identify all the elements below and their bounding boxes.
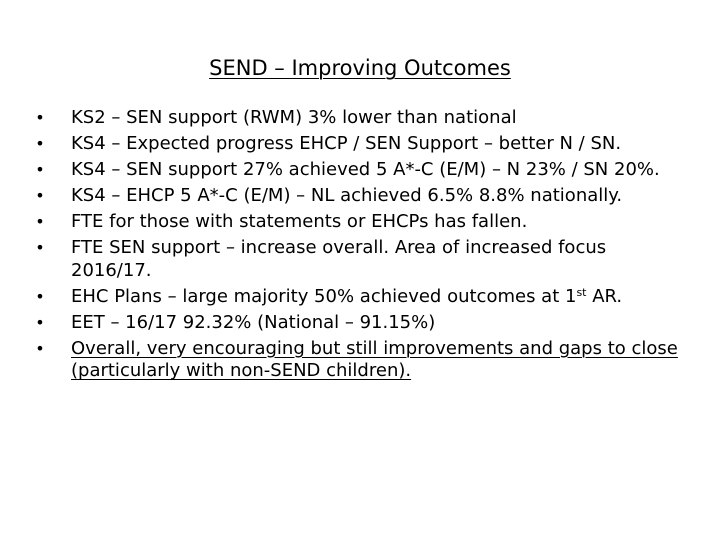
bullet-icon: • (35, 134, 45, 153)
bullet-text: KS2 – SEN support (RWM) 3% lower than national (71, 107, 517, 128)
bullet-list (30, 107, 680, 386)
bullet-icon: • (35, 338, 45, 358)
list-item (30, 211, 680, 234)
slide-title: SEND – Improving Outcomes (209, 56, 511, 80)
bullet-text: FTE SEN support – increase overall. Area of increased focus 2016/17. (71, 237, 607, 281)
bullet-text: KS4 – Expected progress EHCP / SEN Support – better N / SN. (71, 133, 622, 154)
bullet-text: EET – 16/17 92.32% (National – 91.15%) (71, 311, 436, 333)
bullet-text (71, 286, 622, 307)
bullet-icon: • (35, 238, 45, 257)
list-item (30, 286, 680, 309)
list-item (30, 237, 680, 282)
bullet-text-part: EHC Plans – large majority 50% achieved outcomes at 1 (71, 285, 577, 307)
bullet-icon: • (35, 312, 45, 332)
bullet-icon: • (35, 160, 45, 179)
bullet-icon: • (35, 108, 45, 127)
list-item (30, 338, 680, 383)
bullet-text: FTE for those with statements or EHCPs has fallen. (71, 211, 528, 232)
list-item (30, 133, 680, 156)
bullet-icon: • (35, 286, 45, 306)
bullet-icon: • (35, 212, 45, 231)
list-item (30, 312, 680, 335)
bullet-text-part: AR. (586, 285, 623, 307)
list-item (30, 107, 680, 130)
bullet-text: KS4 – EHCP 5 A*-C (E/M) – NL achieved 6.5% 8.8% nationally. (71, 185, 623, 206)
list-item (30, 185, 680, 208)
ordinal-superscript: st (576, 285, 587, 299)
list-item (30, 159, 680, 182)
bullet-text: KS4 – SEN support 27% achieved 5 A*-C (E/M) – N 23% / SN 20%. (71, 159, 660, 180)
bullet-text: Overall, very encouraging but still improvements and gaps to close (particularly with non-SEND children). (71, 337, 678, 382)
bullet-icon: • (35, 186, 45, 205)
